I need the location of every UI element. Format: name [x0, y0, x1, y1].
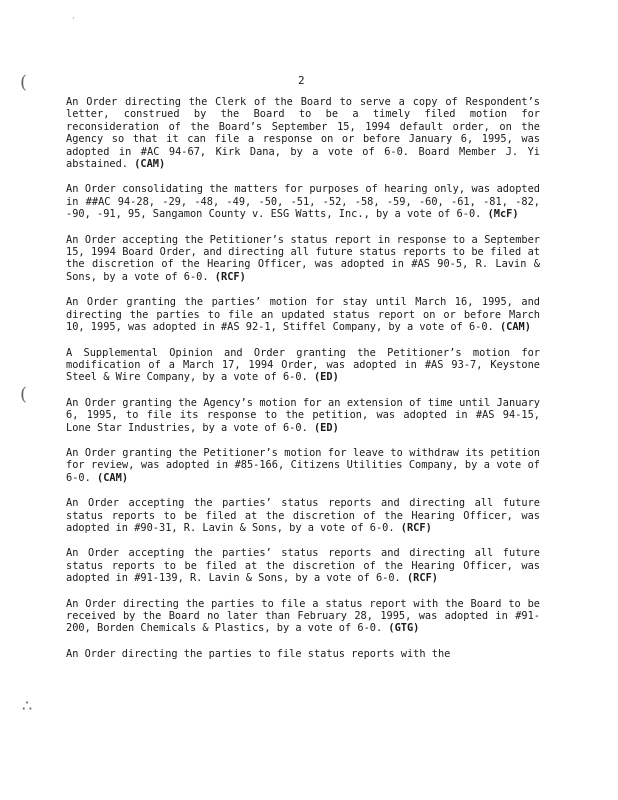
order-paragraph: An Order granting the parties’ motion for stay until March 16, 1995, and directing the parties to file an updated status report on or before March 10, 1995, was adopted in #AS 92-1, Stiffel Company, by a vote of 6-0. (CAM)	[66, 296, 540, 334]
order-paragraph: A Supplemental Opinion and Order granting the Petitioner’s motion for modification of a March 17, 1994 Order, was adopted in #AS 93-7, Keystone Steel & Wire Company, by a vote of 6-0. (ED)	[66, 346, 540, 384]
order-paragraph: An Order granting the Petitioner’s motion for leave to withdraw its petition for review, was adopted in #85-166, Citizens Utilities Company, by a vote of 6-0. (CAM)	[66, 446, 540, 484]
scan-speck: ·	[72, 14, 75, 23]
author-initials: (RCF)	[400, 521, 432, 534]
author-initials: (ED)	[313, 421, 339, 434]
order-paragraph: An Order directing the parties to file status reports with the	[66, 647, 451, 660]
author-initials: (McF)	[487, 208, 519, 221]
author-initials: (CAM)	[499, 321, 531, 334]
order-paragraph: An Order granting the Agency’s motion for an extension of time until January 6, 1995, to file its response to the petition, was adopted in #AS 94-15, Lone Star Industries, by a vote of 6-0. (ED)	[66, 396, 540, 434]
scan-mark-3: ∴	[22, 696, 33, 715]
scan-mark-1: (	[20, 72, 28, 93]
page-number: 2	[298, 74, 305, 87]
order-paragraph: An Order accepting the parties’ status reports and directing all future status reports to be filed at the discretion of the Hearing Officer, was adopted in #90-31, R. Lavin & Sons, by a vote of 6-0. (RCF)	[66, 497, 540, 534]
author-initials: (RCF)	[214, 270, 246, 283]
author-initials: (GTG)	[388, 622, 420, 635]
author-initials: (RCF)	[406, 572, 438, 585]
document-body	[66, 96, 540, 673]
order-paragraph: An Order accepting the parties’ status reports and directing all future status reports to be filed at the discretion of the Hearing Officer, was adopted in #91-139, R. Lavin & Sons, by a vote of 6-0. (RCF)	[66, 547, 540, 585]
order-paragraph: An Order accepting the Petitioner’s status report in response to a September 15, 1994 Board Order, and directing all future status reports to be filed at the discretion of the Hearing Officer, was adopted in #AS 90-5, R. Lavin & Sons, by a vote of 6-0. (RCF)	[66, 233, 540, 283]
order-paragraph: An Order consolidating the matters for purposes of hearing only, was adopted in ##AC 94-28, -29, -48, -49, -50, -51, -52, -58, -59, -60, -61, -81, -82, -90, -91, 95, Sangamon County v. ESG Watts, Inc., by a vote of 6-0. (McF)	[66, 183, 540, 221]
order-paragraph: An Order directing the parties to file a status report with the Board to be received by the Board no later than February 28, 1995, was adopted in #91-200, Borden Chemicals & Plastics, by a vote of 6-0. (GTG)	[66, 597, 540, 635]
author-initials: (ED)	[313, 371, 339, 384]
author-initials: (CAM)	[134, 158, 166, 171]
scan-mark-2: (	[20, 384, 28, 405]
order-paragraph: An Order directing the Clerk of the Board to serve a copy of Respondent’s letter, construed by the Board to be a timely filed motion for reconsideration of the Board’s September 15, 1994 default order, on the Agency so that it can file a response on or before January 6, 1995, was adopted in #AC 94-67, Kirk Dana, by a vote of 6-0. Board Member J. Yi abstained. (CAM)	[66, 96, 540, 171]
author-initials: (CAM)	[97, 471, 129, 484]
